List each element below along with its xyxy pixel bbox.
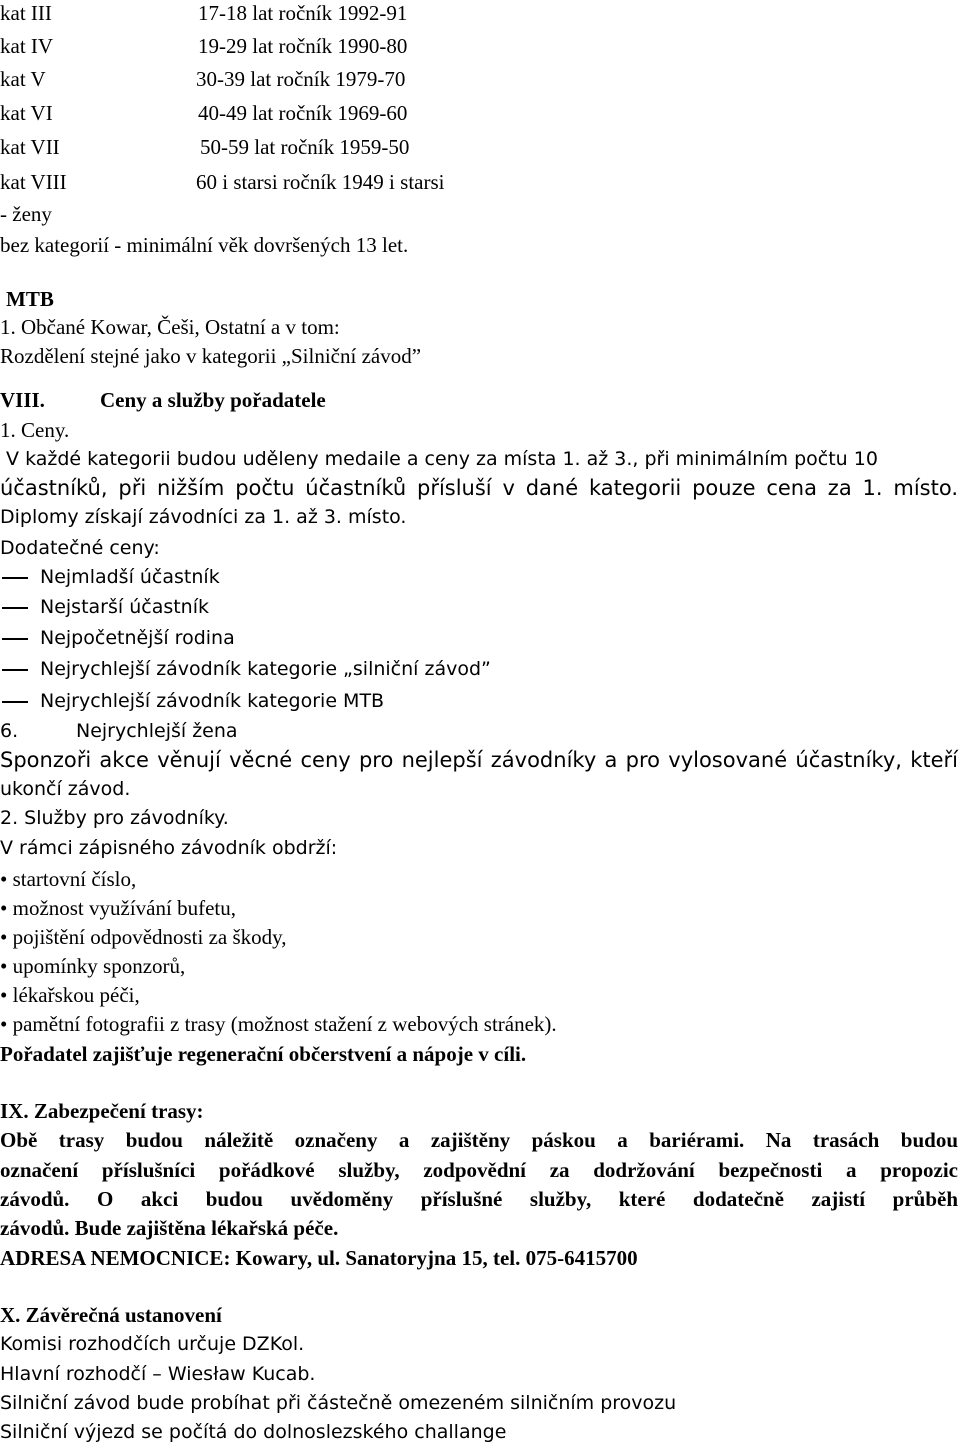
final-line-2: Hlavní rozhodčí – Wiesław Kucab. [0,1363,316,1385]
category-name: kat III [0,1,52,25]
category-age-range: 19-29 lat ročník 1990-80 [198,34,408,58]
fastest-woman-label: Nejrychlejší žena [76,720,238,742]
mtb-heading: MTB [6,287,54,311]
refreshments-note: Pořadatel zajišťuje regenerační občerstvení a nápoje v cíli. [0,1042,527,1066]
services-subheading: 2. Služby pro závodníky. [0,807,229,829]
final-line-3: Silniční závod bude probíhat při částečně omezeném silničním provozu [0,1392,677,1414]
medals-line-2: účastníků, při nižším počtu účastníků přísluší v dané kategorii pouze cena za 1. místo. [0,476,958,500]
fastest-woman-number: 6. [0,720,19,742]
final-line-1: Komisi rozhodčích určuje DZKol. [0,1333,305,1355]
list-item-label: startovní číslo, [12,867,137,891]
category-age-range: 60 i starsi ročník 1949 i starsi [196,170,445,194]
category-name: kat VIII [0,170,67,194]
diplomas-note: Diplomy získají závodníci za 1. až 3. místo. [0,506,407,528]
list-item-label: Nejrychlejší závodník kategorie „silniční závod” [40,658,491,680]
category-name: kat IV [0,34,54,58]
list-item [0,895,236,921]
list-item [0,982,140,1008]
list-item [0,564,960,590]
list-item [0,953,185,979]
category-age-range: 50-59 lat ročník 1959-50 [200,135,410,159]
dash-icon [0,656,32,682]
list-item-label: možnost využívání bufetu, [12,896,236,920]
list-item-label: pamětní fotografii z trasy (možnost stažení z webových stránek). [12,1012,557,1036]
category-age-range: 40-49 lat ročník 1969-60 [198,101,408,125]
dash-icon [0,564,32,590]
bullet-icon: • [0,983,13,1007]
section-8-title: Ceny a služby pořadatele [100,388,326,412]
list-item-label: Nejrychlejší závodník kategorie MTB [40,690,385,712]
mtb-line-2: Rozdělení stejné jako v kategorii „Silniční závod” [0,344,422,368]
bullet-icon: • [0,867,13,891]
list-item-label: Nejpočetnější rodina [40,627,235,649]
category-age-range: 17-18 lat ročník 1992-91 [198,1,408,25]
dash-icon [0,594,32,620]
hospital-address: ADRESA NEMOCNICE: Kowary, ul. Sanatoryjna 15, tel. 075-6415700 [0,1246,638,1270]
dash-icon [0,625,32,651]
fee-intro: V rámci zápisného závodník obdrží: [0,837,338,859]
section-8-number: VIII. [0,388,45,412]
bullet-icon: • [0,1012,13,1036]
track-security-line-4: závodů. Bude zajištěna lékařská péče. [0,1216,339,1240]
list-item [0,924,287,950]
section-9-heading: IX. Zabezpečení trasy: [0,1099,204,1123]
dash-icon [0,688,32,714]
track-security-line-1: Obě trasy budou náležitě označeny a zajištěny páskou a bariérami. Na trasách budou [0,1128,958,1152]
list-item [0,625,960,651]
women-note: - ženy [0,202,52,226]
extra-prizes-heading: Dodatečné ceny: [0,537,160,559]
sponsors-line-1: Sponzoři akce věnují věcné ceny pro nejlepší závodníky a pro vylosované účastníky, kteří [0,748,958,772]
medals-line-1: V každé kategorii budou uděleny medaile a ceny za místa 1. až 3., při minimálním počtu 10 [0,448,878,470]
mtb-line-1: 1. Občané Kowar, Češi, Ostatní a v tom: [0,315,340,339]
category-name: kat VII [0,135,60,159]
list-item [0,656,960,682]
track-security-line-3: závodů. O akci budou uvědoměny příslušné služby, které dodatečně zajistí průběh [0,1187,958,1211]
list-item [0,688,960,714]
category-name: kat VI [0,101,53,125]
category-age-range: 30-39 lat ročník 1979-70 [196,67,406,91]
list-item-label: lékařskou péči, [12,983,140,1007]
list-item-label: Nejmladší účastník [40,566,220,588]
final-line-4: Silniční výjezd se počítá do dolnoslezského challange [0,1421,507,1443]
no-category-note: bez kategorií - minimální věk dovršených 13 let. [0,233,409,257]
prizes-subheading: 1. Ceny. [0,418,70,442]
list-item [0,1011,557,1037]
bullet-icon: • [0,954,13,978]
list-item-label: Nejstarší účastník [40,596,210,618]
bullet-icon: • [0,925,13,949]
bullet-icon: • [0,896,13,920]
track-security-line-2: označení příslušníci pořádkové služby, zodpovědní za dodržování bezpečnosti a propozic [0,1158,958,1182]
list-item-label: upomínky sponzorů, [12,954,186,978]
category-name: kat V [0,67,46,91]
sponsors-line-2: ukončí závod. [0,778,131,800]
list-item-label: pojištění odpovědnosti za škody, [12,925,287,949]
list-item [0,866,136,892]
section-10-heading: X. Závěrečná ustanovení [0,1303,222,1327]
list-item [0,594,960,620]
